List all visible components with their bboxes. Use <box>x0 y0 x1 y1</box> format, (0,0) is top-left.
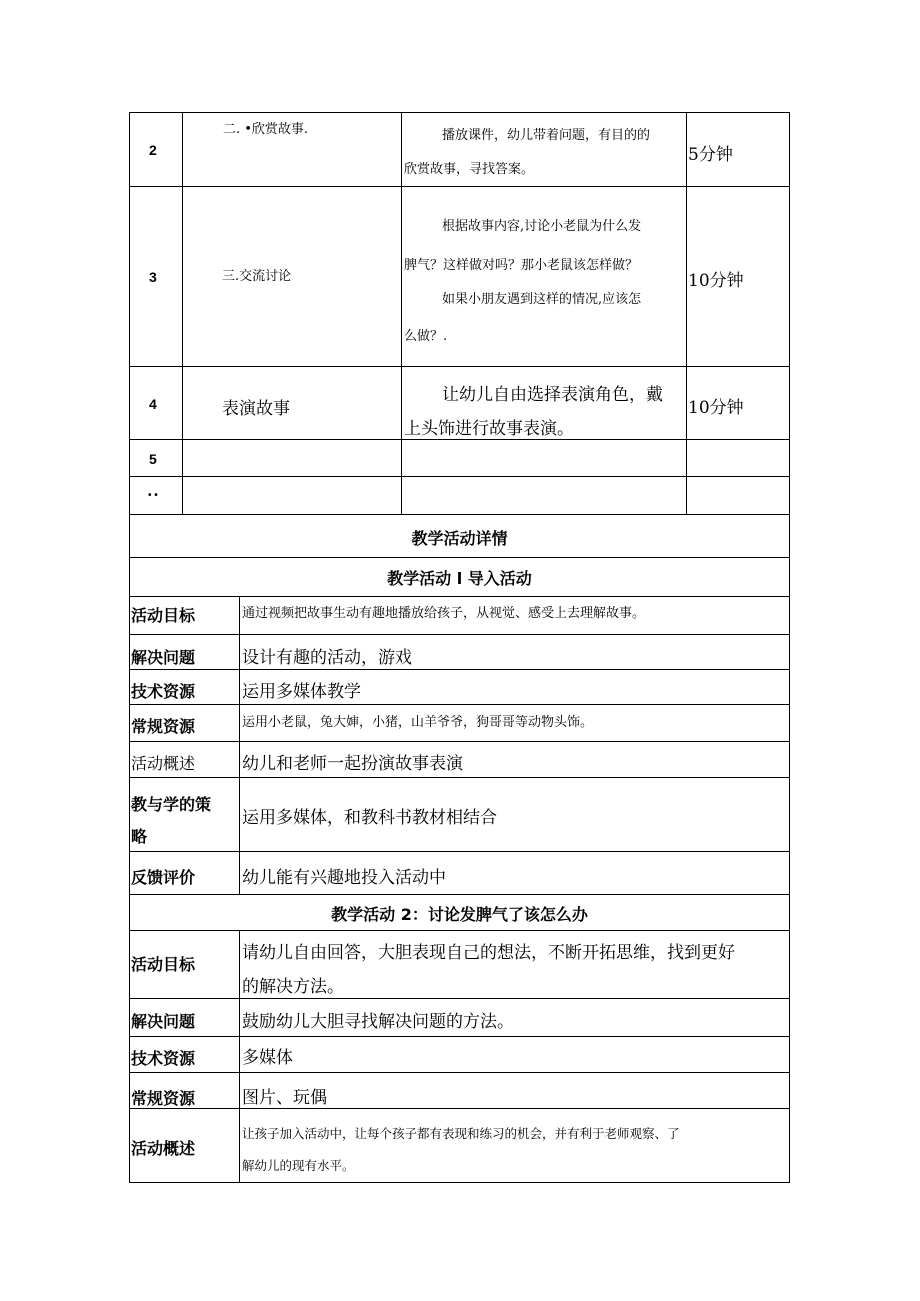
step-content-line: 欣赏故事，寻找答案。 <box>404 162 535 177</box>
step-content-line: 如果小朋友遇到这样的情况,应该怎 <box>442 292 642 307</box>
step-label: 表演故事 <box>222 399 290 419</box>
activity-1-goal-label: 活动目标 <box>131 606 196 625</box>
activity-1-title: 教学活动 l 导入活动 <box>387 569 532 588</box>
activity-2-goal-label: 活动目标 <box>131 955 196 974</box>
row-number: 2 <box>149 142 157 158</box>
activity-1-strategy: 运用多媒体，和教科书教材相结合 <box>242 808 497 828</box>
activity-2-overview-line: 让孩子加入活动中，让每个孩子都有表现和练习的机会，并有利于老师观察、了 <box>242 1126 680 1141</box>
row-number: 3 <box>149 269 157 285</box>
activity-1-feedback-label: 反馈评价 <box>131 868 196 887</box>
step-duration: 10分钟 <box>688 398 744 418</box>
activity-2-problem-label: 解决问题 <box>131 1012 196 1031</box>
row-number: 5 <box>149 451 157 467</box>
step-label: 三.交流讨论 <box>222 269 292 284</box>
step-duration: 10分钟 <box>688 271 744 291</box>
row-number: • • <box>148 490 158 501</box>
activity-2-overview-label: 活动概述 <box>131 1139 196 1158</box>
step-content-line: 上头饰进行故事表演。 <box>404 419 574 439</box>
step-duration: 5分钟 <box>688 145 733 165</box>
activity-1-regular-label: 常规资源 <box>131 717 196 736</box>
activity-2-goal-line: 的解决方法。 <box>242 977 344 997</box>
activity-1-overview-label: 活动概述 <box>131 754 196 773</box>
step-label: 二. •欣赏故事. <box>223 122 309 137</box>
activity-2-problem: 鼓励幼儿大胆寻找解决问题的方法。 <box>242 1012 514 1032</box>
activity-1-tech: 运用多媒体教学 <box>242 682 361 702</box>
details-title: 教学活动详情 <box>411 529 508 548</box>
activity-1-strategy-label-line: 教与学的策 <box>131 795 212 814</box>
activity-1-problem-label: 解决问题 <box>131 648 196 667</box>
activity-1-strategy-label <box>131 789 211 853</box>
activity-1-goal: 通过视频把故事生动有趣地播放给孩子，从视觉、感受上去理解故事。 <box>242 606 646 621</box>
activity-2-title: 教学活动 2：讨论发脾气了该怎么办 <box>331 905 588 924</box>
activity-1-feedback: 幼儿能有兴趣地投入活动中 <box>242 868 446 888</box>
activity-2-goal-line: 请幼儿自由回答，大胆表现自己的想法，不断开拓思维，找到更好 <box>242 943 735 963</box>
step-content-line: 播放课件，幼儿带着问题，有目的的 <box>442 128 651 143</box>
activity-2-tech-label: 技术资源 <box>131 1049 196 1068</box>
activity-2-regular: 图片、玩偶 <box>242 1088 327 1108</box>
step-content-line: 让幼儿自由选择表演角色，戴 <box>442 385 663 405</box>
activity-1-strategy-label-line: 略 <box>131 827 148 846</box>
activity-2-tech: 多媒体 <box>242 1048 293 1068</box>
activity-1-tech-label: 技术资源 <box>131 682 196 701</box>
step-content-line: 脾气？这样做对吗？那小老鼠该怎样做？ <box>404 258 639 273</box>
activity-1-problem: 设计有趣的活动，游戏 <box>242 648 412 668</box>
activity-1-regular: 运用小老鼠，兔大婶，小猪，山羊爷爷，狗哥哥等动物头饰。 <box>242 715 594 730</box>
activity-2-overview-line: 解幼儿的现有水平。 <box>242 1158 355 1173</box>
activity-1-overview: 幼儿和老师一起扮演故事表演 <box>242 754 463 774</box>
row-number: 4 <box>149 396 157 412</box>
step-content-line: 根据故事内容,讨论小老鼠为什么发 <box>442 219 642 234</box>
activity-2-regular-label: 常规资源 <box>131 1089 196 1108</box>
step-content-line: 么做？. <box>404 329 448 344</box>
